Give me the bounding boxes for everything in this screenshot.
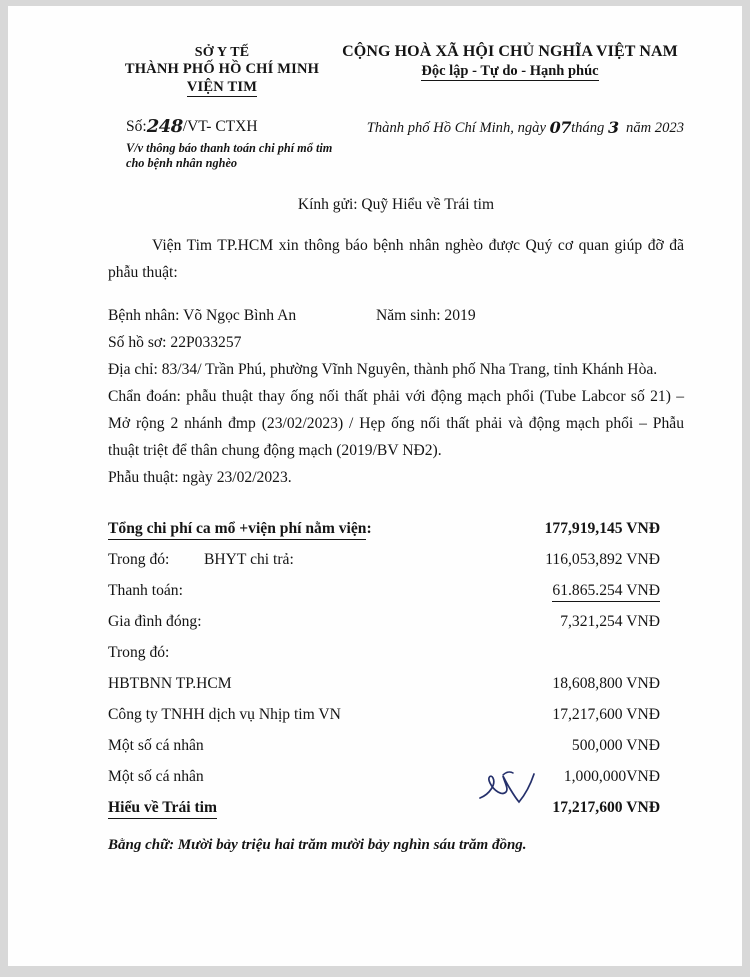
table-row: [108, 575, 684, 606]
place-and-date: [367, 116, 684, 137]
breakdown-intro-label: Trong đó:: [108, 644, 170, 661]
document-number-suffix: /VT- CTXH: [182, 118, 258, 135]
amount-in-words: Bằng chữ: Mười bảy triệu hai trăm mười bảy nghìn sáu trăm đồng.: [108, 837, 527, 853]
org-line-city: THÀNH PHỐ HỒ CHÍ MINH: [124, 61, 320, 77]
table-row: [108, 730, 684, 761]
reference-and-date-row: [108, 116, 684, 170]
donor-hbtbnn-label: HBTBNN TP.HCM: [108, 675, 232, 692]
table-row: [108, 544, 684, 575]
document-number-handwritten: 248: [146, 116, 183, 137]
insurance-row-prefix: Trong đó:: [108, 551, 170, 568]
donor-hbtbnn-amount: 18,608,800 VNĐ: [552, 675, 660, 692]
donor-individual-1-amount: 500,000 VNĐ: [571, 737, 660, 754]
document-subject-line1: V/v thông báo thanh toán chi phí mổ tim: [126, 141, 333, 155]
document-body: [108, 42, 684, 854]
patient-name-row: [108, 302, 684, 329]
date-prefix: Thành phố Hồ Chí Minh, ngày: [366, 120, 546, 136]
insurance-amount: 116,053,892 VNĐ: [545, 551, 660, 568]
donor-individual-1-label: Một số cá nhân: [108, 737, 204, 754]
intro-paragraph: Viện Tim TP.HCM xin thông báo bệnh nhân nghèo được Quý cơ quan giúp đỡ đã phẫu thuật:: [108, 237, 684, 281]
table-row: [108, 699, 684, 730]
patient-name: Bệnh nhân: Võ Ngọc Bình An: [108, 307, 297, 324]
patient-birth-year: Năm sinh: 2019: [376, 307, 476, 324]
recipient-line: Kính gửi: Quỹ Hiểu về Trái tim: [297, 196, 495, 213]
table-row: [108, 792, 684, 823]
payment-amount: 61.865.254 VNĐ: [552, 581, 660, 602]
total-cost-colon: :: [366, 520, 372, 537]
insurance-label: BHYT chi trả:: [204, 551, 294, 568]
donor-fund-label: Hiểu về Trái tim: [108, 798, 217, 819]
family-contribution-label: Gia đình đóng:: [108, 613, 202, 630]
donor-company-label: Công ty TNHH dịch vụ Nhịp tim VN: [108, 706, 341, 723]
place-date-line: [367, 118, 684, 137]
date-year: năm 2023: [626, 120, 684, 136]
donor-individual-2-label: Một số cá nhân: [108, 768, 204, 785]
patient-diagnosis: Chẩn đoán: phẫu thuật thay ống nối thất phải với động mạch phổi (Tube Labcor số 21) – Mở rộng 2 nhánh đmp (23/02/2023) / Hẹp ống nối thất phải và động mạch phổi – Phẫu thuật triệt để thân chung động mạch (2019/BV NĐ2).: [108, 388, 684, 459]
donor-fund-amount: 17,217,600 VNĐ: [552, 799, 660, 816]
table-row: [108, 668, 684, 699]
org-line-institute: VIỆN TIM: [186, 79, 258, 95]
patient-surgery-date: Phẫu thuật: ngày 23/02/2023.: [108, 469, 292, 486]
org-line-department: SỞ Y TẾ: [194, 45, 250, 60]
document-reference: [108, 116, 367, 170]
date-month-handwritten: 3: [607, 118, 619, 137]
payment-label: Thanh toán:: [108, 582, 183, 599]
donor-individual-2-amount: 1,000,000VNĐ: [563, 768, 660, 785]
total-cost-amount: 177,919,145 VNĐ: [544, 520, 660, 537]
document-subject: [126, 141, 367, 170]
date-day-handwritten: 07: [549, 118, 572, 137]
date-month-label: tháng: [571, 120, 605, 136]
table-row: [108, 761, 684, 792]
table-row: [108, 606, 684, 637]
document-page: [8, 6, 742, 966]
national-heading: [336, 42, 684, 81]
patient-info: [108, 302, 684, 491]
national-motto: Độc lập - Tự do - Hạnh phúc: [421, 63, 599, 79]
donor-fund-amount-cell: [498, 792, 684, 823]
total-cost-label: Tổng chi phí ca mổ +viện phí nằm viện: [108, 519, 366, 540]
patient-address: Địa chỉ: 83/34/ Trần Phú, phường Vĩnh Nguyên, thành phố Nha Trang, tỉnh Khánh Hòa.: [108, 361, 658, 378]
letterhead: [108, 42, 684, 97]
national-title: CỘNG HOÀ XÃ HỘI CHỦ NGHĨA VIỆT NAM: [342, 43, 678, 60]
document-number-line: [126, 116, 367, 136]
family-contribution-amount: 7,321,254 VNĐ: [560, 613, 660, 630]
table-row: [108, 637, 684, 668]
donor-company-amount: 17,217,600 VNĐ: [552, 706, 660, 723]
table-row: [108, 513, 684, 544]
issuing-organization: [108, 42, 336, 97]
document-number-prefix: Số:: [126, 118, 147, 135]
document-subject-line2: cho bệnh nhân nghèo: [126, 155, 238, 170]
patient-record-number: Số hồ sơ: 22P033257: [108, 334, 242, 351]
cost-breakdown-table: [108, 513, 684, 854]
